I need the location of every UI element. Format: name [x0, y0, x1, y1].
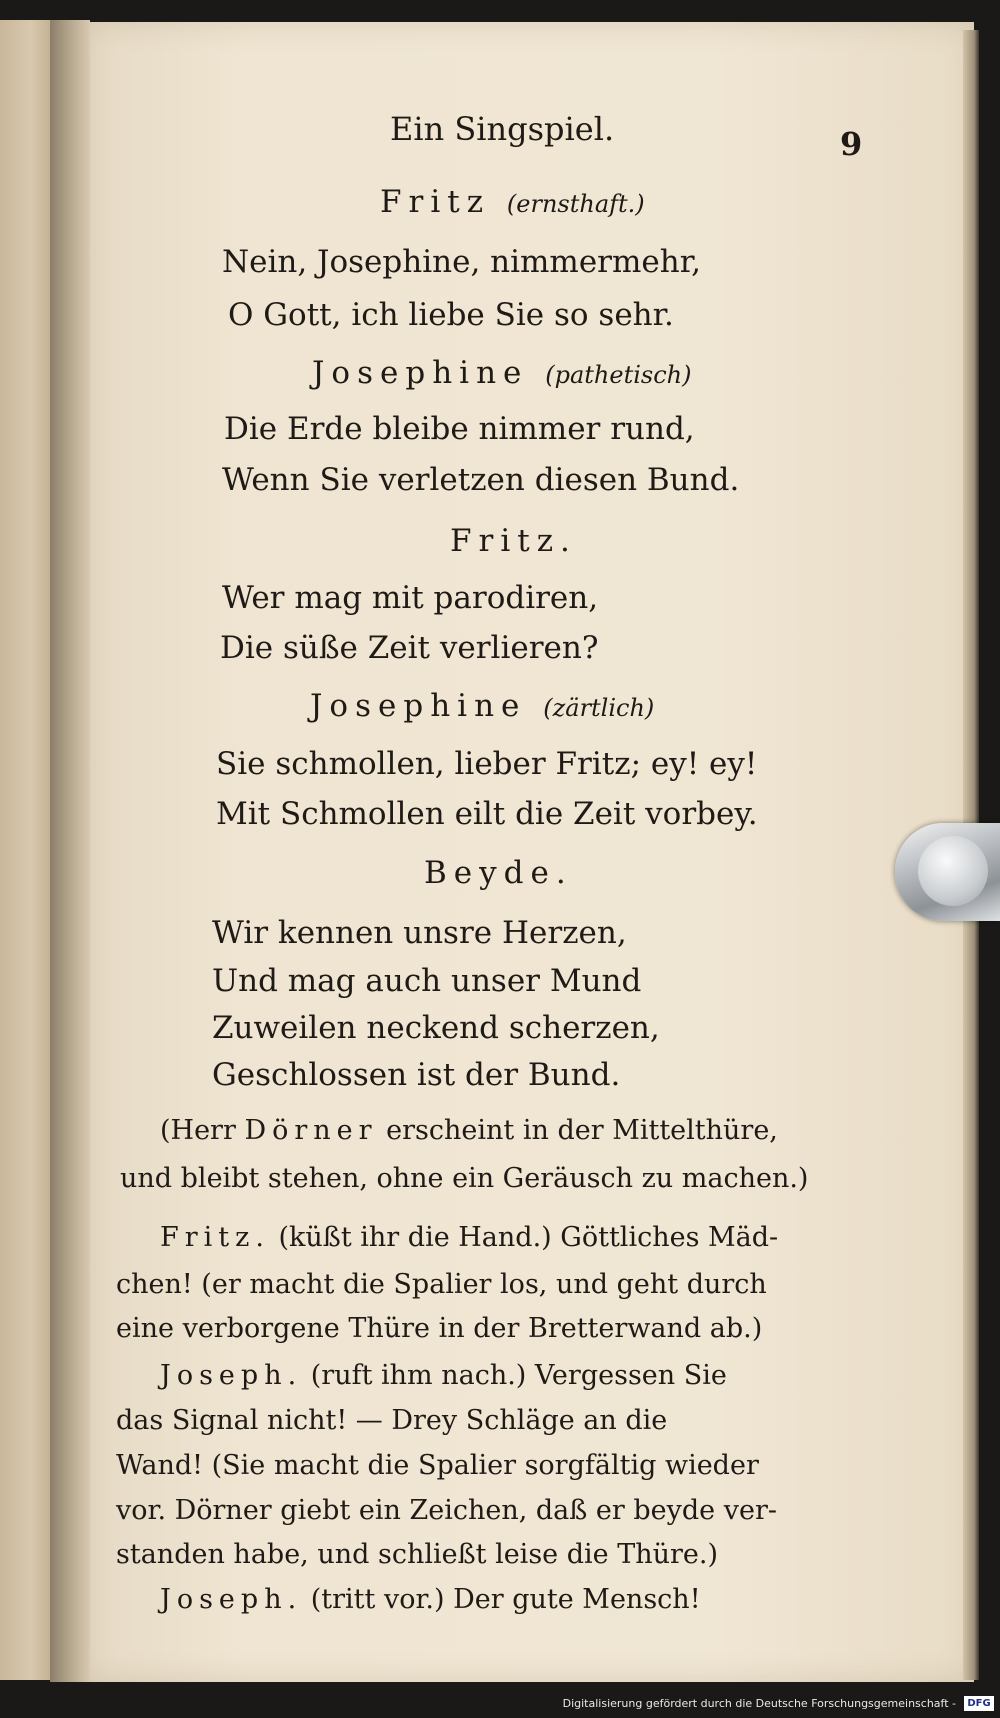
- digitization-credit: Digitalisierung gefördert durch die Deutsche Forschungsgemeinschaft -: [562, 1697, 956, 1710]
- stage-direction: (zärtlich): [543, 694, 655, 722]
- prose-line: chen! (er macht die Spalier los, und geht durch: [116, 1269, 767, 1300]
- prose-text: (Herr: [160, 1115, 245, 1146]
- prose-line: vor. Dörner giebt ein Zeichen, daß er beyde ver-: [116, 1495, 777, 1526]
- prose-line: [160, 1222, 778, 1253]
- speaker-name: Fritz.: [450, 523, 577, 559]
- page-number: 9: [840, 125, 863, 163]
- prose-text: (ruft ihm nach.) Vergessen Sie: [302, 1360, 727, 1391]
- character-name: Dörner: [244, 1115, 378, 1146]
- speaker-heading: [424, 855, 573, 891]
- speaker-heading: [310, 688, 654, 724]
- prose-text: (küßt ihr die Hand.) Göttliches Mäd-: [269, 1222, 779, 1253]
- speaker-name: Fritz: [380, 184, 491, 220]
- prose-line: [160, 1584, 701, 1615]
- verse-line: Nein, Josephine, nimmermehr,: [222, 244, 701, 280]
- prose-line: [160, 1115, 778, 1146]
- prose-text: (tritt vor.) Der gute Mensch!: [302, 1584, 701, 1615]
- verse-line: Mit Schmollen eilt die Zeit vorbey.: [216, 796, 758, 832]
- verse-line: Und mag auch unser Mund: [212, 963, 642, 999]
- prose-line: Wand! (Sie macht die Spalier sorgfältig wieder: [116, 1450, 759, 1481]
- prose-line: und bleibt stehen, ohne ein Geräusch zu machen.): [120, 1163, 809, 1194]
- gutter-shadow: [50, 20, 90, 1682]
- prose-line: [160, 1360, 727, 1391]
- character-name: Fritz.: [160, 1222, 270, 1253]
- verse-line: Wenn Sie verletzen diesen Bund.: [222, 462, 740, 498]
- speaker-heading: [450, 523, 577, 559]
- stage-direction: (ernsthaft.): [506, 190, 645, 218]
- verse-line: O Gott, ich liebe Sie so sehr.: [228, 297, 674, 333]
- running-title: Ein Singspiel.: [390, 110, 615, 148]
- speaker-name: Josephine: [312, 355, 529, 391]
- verse-line: Die Erde bleibe nimmer rund,: [224, 411, 695, 447]
- verse-line: Wir kennen unsre Herzen,: [212, 915, 627, 951]
- stage-direction: (pathetisch): [545, 361, 692, 389]
- speaker-heading: [380, 184, 645, 220]
- prose-line: standen habe, und schließt leise die Thüre.): [116, 1539, 719, 1570]
- verse-line: Wer mag mit parodiren,: [222, 580, 599, 616]
- verse-line: Geschlossen ist der Bund.: [212, 1057, 621, 1093]
- prose-line: eine verborgene Thüre in der Bretterwand ab.): [116, 1313, 763, 1344]
- dfg-logo: DFG: [964, 1696, 994, 1711]
- facing-page-edge: [0, 20, 52, 1680]
- prose-line: das Signal nicht! — Drey Schläge an die: [116, 1405, 668, 1436]
- speaker-heading: [312, 355, 692, 391]
- character-name: Joseph.: [160, 1584, 303, 1615]
- prose-text: erscheint in der Mittelthüre,: [377, 1115, 778, 1146]
- verse-line: Sie schmollen, lieber Fritz; ey! ey!: [216, 746, 758, 782]
- character-name: Joseph.: [160, 1360, 303, 1391]
- verse-line: Die süße Zeit verlieren?: [220, 630, 599, 666]
- speaker-name: Josephine: [310, 688, 527, 724]
- verse-line: Zuweilen neckend scherzen,: [212, 1010, 660, 1046]
- page-clamp-knob: [918, 836, 988, 906]
- speaker-name: Beyde.: [424, 855, 573, 891]
